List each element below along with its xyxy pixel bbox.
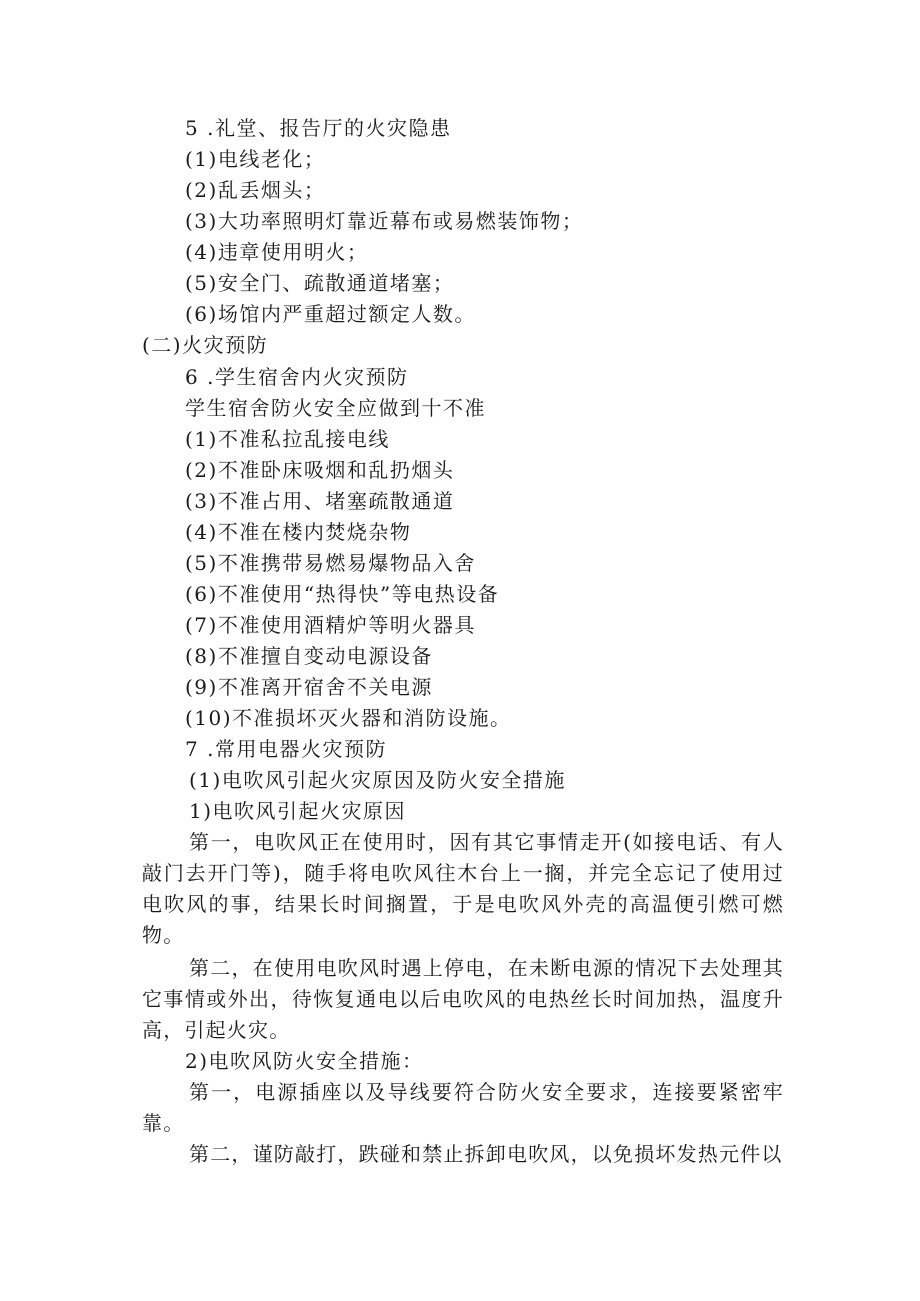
list-item: (2)不准卧床吸烟和乱扔烟头: [185, 458, 455, 482]
paragraph-measure-2: 第二，谨防敲打，跌碰和禁止拆卸电吹风，以免损坏发热元件以: [189, 1142, 783, 1166]
list-item: (4)不准在楼内焚烧杂物: [185, 520, 412, 544]
section-heading-fire-prevention: (二)火灾预防: [142, 333, 269, 357]
subsection-heading-causes: 1)电吹风引起火灾原因: [189, 799, 407, 823]
paragraph-cause-2: 第二，在使用电吹风时遇上停电，在未断电源的情况下去处理其它事情或外出，待恢复通电以后电吹风的电热丝长时间加热，温度升高，引起火灾。: [142, 956, 784, 1042]
list-item: (2)乱丢烟头；: [185, 178, 326, 202]
list-item: (5)安全门、疏散通道堵塞；: [185, 271, 455, 295]
paragraph-measure-1: 第一，电源插座以及导线要符合防火安全要求，连接要紧密牢靠。: [142, 1080, 784, 1135]
list-item: (4)违章使用明火；: [185, 240, 369, 264]
list-item: (6)不准使用“热得快”等电热设备: [185, 582, 500, 606]
subsection-heading-measures: 2)电吹风防火安全措施：: [185, 1049, 424, 1073]
list-item: (10)不准损坏灭火器和消防设施。: [185, 706, 512, 730]
list-item: (8)不准擅自变动电源设备: [185, 644, 433, 668]
list-item: (1)不准私拉乱接电线: [185, 427, 390, 451]
list-item: (9)不准离开宿舍不关电源: [185, 675, 433, 699]
list-item: (7)不准使用酒精炉等明火器具: [185, 613, 476, 637]
list-item: (5)不准携带易燃易爆物品入舍: [185, 551, 476, 575]
list-item: (1)电线老化；: [185, 147, 326, 171]
paragraph-cause-1: 第一，电吹风正在使用时，因有其它事情走开(如接电话、有人敲门去开门等)，随手将电吹风往木台上一搁，并完全忘记了使用过电吹风的事，结果长时间搁置，于是电吹风外壳的高温便引燃可燃物。: [142, 830, 784, 947]
section-heading-appliances: 7 .常用电器火灾预防: [185, 737, 387, 761]
section-heading-auditorium-hazards: 5 .礼堂、报告厅的火灾隐患: [185, 116, 452, 140]
list-item: (6)场馆内严重超过额定人数。: [185, 302, 476, 326]
subsection-heading-hair-dryer: (1)电吹风引起火灾原因及防火安全措施: [189, 768, 566, 792]
list-item: (3)不准占用、堵塞疏散通道: [185, 489, 455, 513]
list-item: (3)大功率照明灯靠近幕布或易燃装饰物；: [185, 209, 584, 233]
section-heading-dormitory: 6 .学生宿舍内火灾预防: [185, 365, 409, 389]
paragraph-intro: 学生宿舍防火安全应做到十不准: [185, 396, 486, 420]
